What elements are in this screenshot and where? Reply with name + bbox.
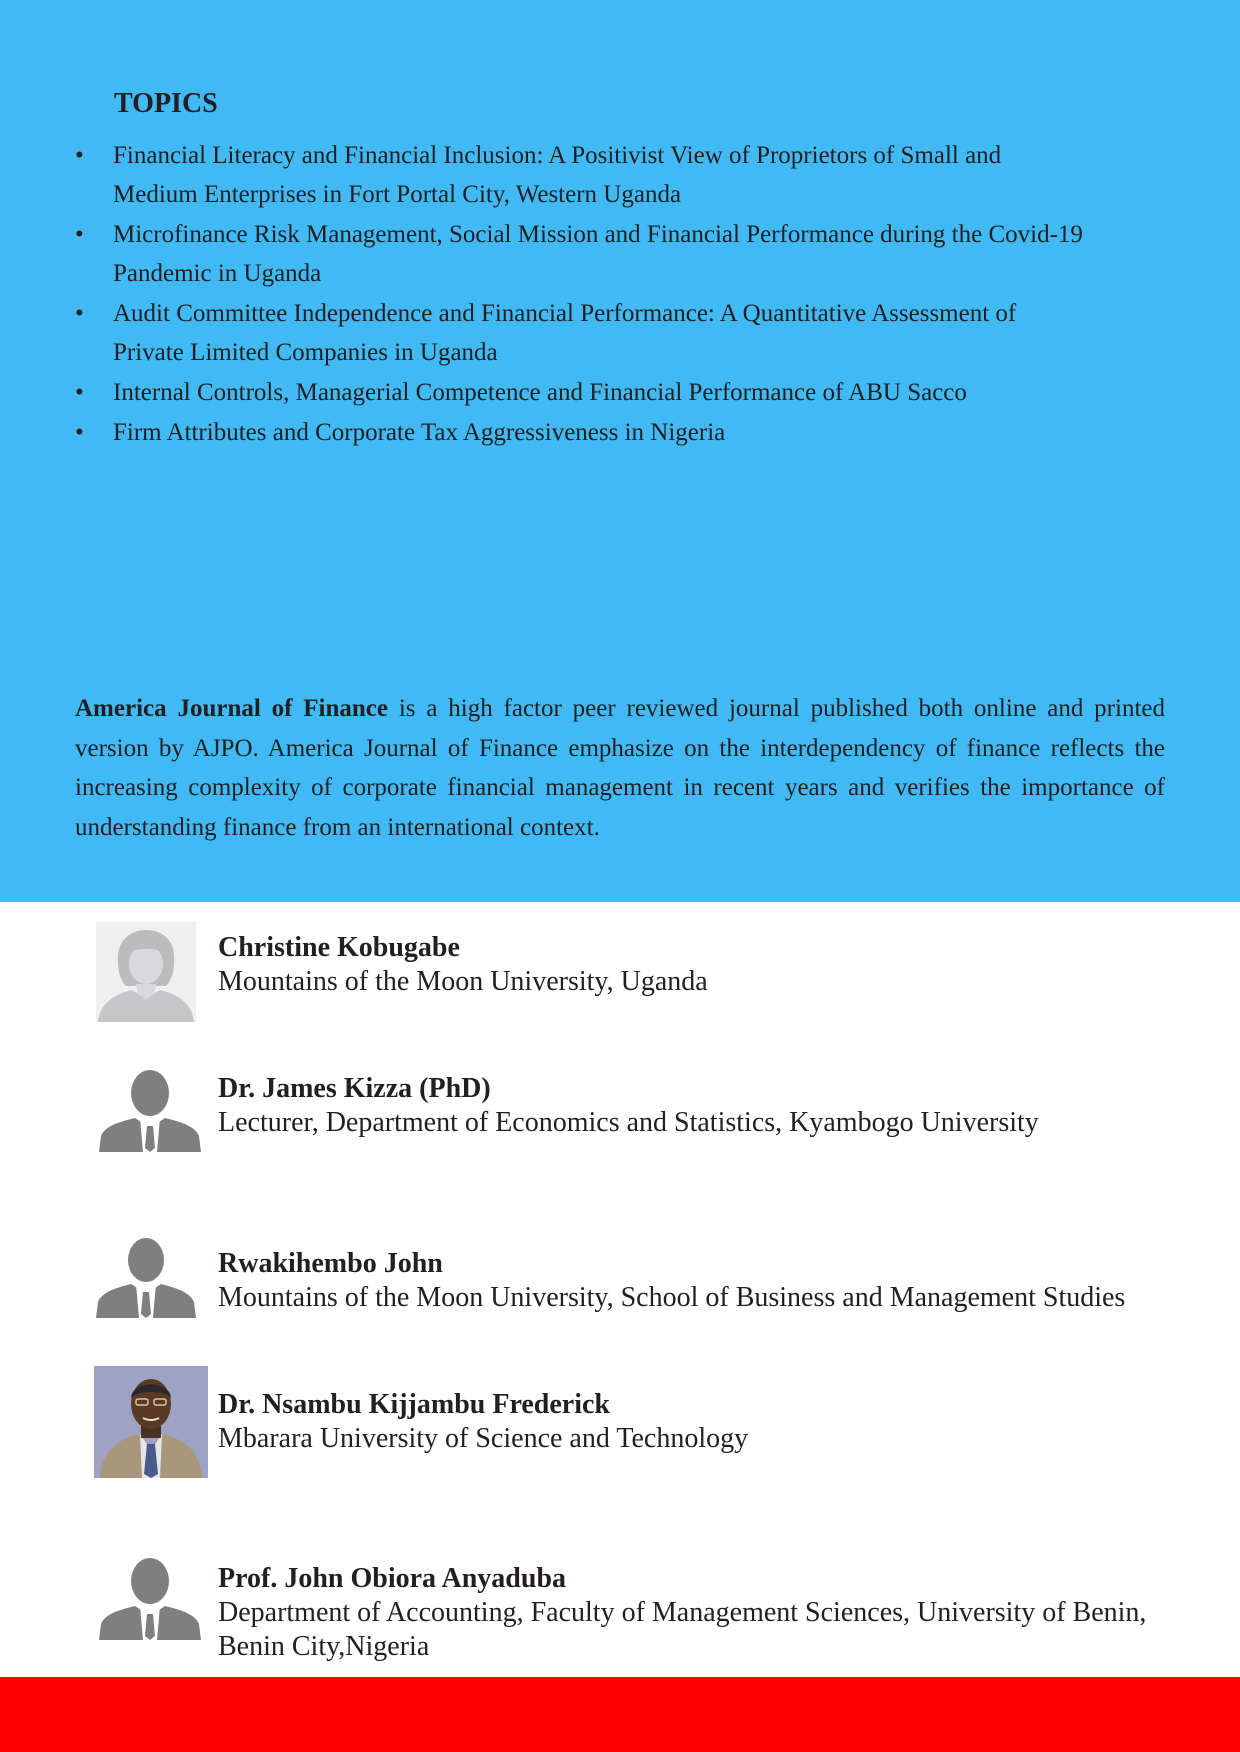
author-affiliation: Department of Accounting, Faculty of Management Sciences, University of Benin, Benin City,Nigeria <box>218 1597 1147 1662</box>
portrait-photo <box>94 1366 208 1478</box>
bullet-icon: • <box>75 221 84 248</box>
male-silhouette-icon <box>96 1238 196 1318</box>
topic-item <box>75 294 1175 372</box>
bullet-icon: • <box>75 300 84 327</box>
topic-item <box>75 215 1175 293</box>
bullet-icon: • <box>75 142 84 169</box>
author-name: Dr. James Kizza (PhD) <box>218 1073 491 1104</box>
topic-text: Audit Committee Independence and Financial Performance: A Quantitative Assessment of <box>113 300 1017 327</box>
topics-list <box>75 136 1175 453</box>
topics-heading: TOPICS <box>114 88 218 119</box>
topic-item <box>75 136 1175 214</box>
author-name: Rwakihembo John <box>218 1248 443 1279</box>
female-placeholder-icon <box>96 922 196 1022</box>
male-silhouette-icon <box>99 1558 201 1640</box>
author-affiliation: Mountains of the Moon University, School of Business and Management Studies <box>218 1282 1126 1313</box>
topic-item <box>75 373 1175 412</box>
topic-text: Microfinance Risk Management, Social Mission and Financial Performance during the Covid-19 <box>113 221 1083 248</box>
topic-text-cont: Private Limited Companies in Uganda <box>113 339 498 366</box>
author-name: Christine Kobugabe <box>218 932 460 963</box>
topic-text: Firm Attributes and Corporate Tax Aggressiveness in Nigeria <box>113 419 726 446</box>
topic-item <box>75 413 1175 452</box>
topic-text: Internal Controls, Managerial Competence and Financial Performance of ABU Sacco <box>113 379 967 406</box>
topic-text-cont: Medium Enterprises in Fort Portal City, Western Uganda <box>113 181 682 208</box>
topic-text: Financial Literacy and Financial Inclusion: A Positivist View of Proprietors of Small and <box>113 142 1002 169</box>
bullet-icon: • <box>75 379 84 406</box>
author-name: Dr. Nsambu Kijjambu Frederick <box>218 1389 610 1420</box>
journal-description-text: is a high factor peer reviewed journal published both online and printed version by AJPO. America Journal of Finance emphasize on the interdependency of finance reflects the increasing complexity of corporate financial management in recent years and verifies the importance of understanding finance from an international context. <box>75 695 1165 841</box>
male-silhouette-icon <box>99 1070 201 1152</box>
footer-bar <box>0 1677 1240 1752</box>
bullet-icon: • <box>75 419 84 446</box>
author-affiliation: Mountains of the Moon University, Uganda <box>218 966 708 997</box>
author-name: Prof. John Obiora Anyaduba <box>218 1563 567 1594</box>
author-affiliation: Lecturer, Department of Economics and Statistics, Kyambogo University <box>218 1107 1039 1138</box>
journal-name: America Journal of Finance <box>75 695 388 722</box>
author-affiliation: Mbarara University of Science and Technology <box>218 1423 749 1454</box>
topic-text-cont: Pandemic in Uganda <box>113 260 322 287</box>
journal-description <box>75 689 1165 847</box>
